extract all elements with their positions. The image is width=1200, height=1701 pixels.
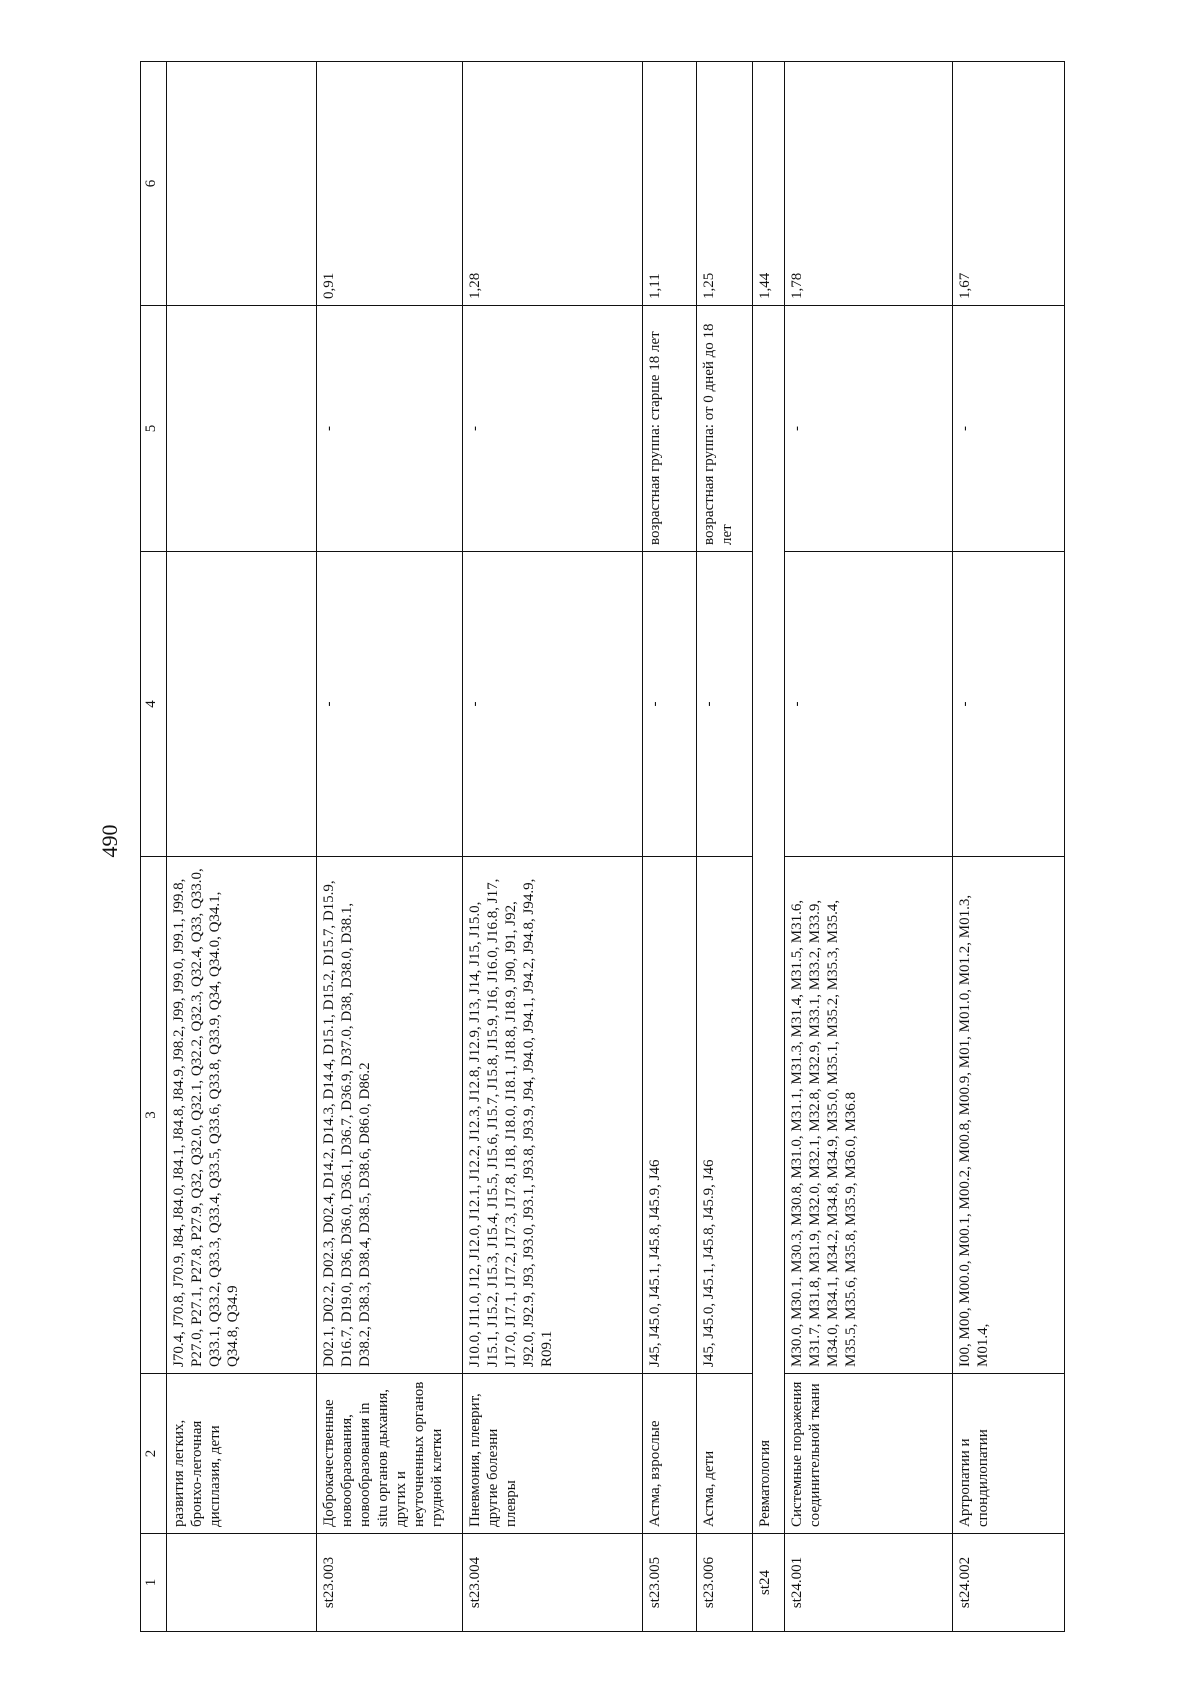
col4-cell: - bbox=[785, 552, 953, 857]
table-row bbox=[785, 62, 953, 1632]
rotated-table-container bbox=[140, 62, 1065, 1632]
icd-cell: I00, M00, M00.0, M00.1, M00.2, M00.8, M00.9, M01, M01.0, M01.2, M01.3, M01.4, bbox=[953, 857, 1065, 1374]
section-row bbox=[753, 62, 785, 1632]
coef-cell: 1,28 bbox=[463, 62, 643, 306]
header-cell-5: 5 bbox=[141, 306, 167, 552]
name-cell: Пневмония, плеврит, другие болезни плевры bbox=[463, 1374, 643, 1534]
coef-cell bbox=[167, 62, 317, 306]
col4-cell bbox=[167, 552, 317, 857]
col4-cell: - bbox=[463, 552, 643, 857]
code-cell: st23.005 bbox=[643, 1534, 697, 1632]
coef-cell: 1,25 bbox=[697, 62, 753, 306]
icd-cell: M30.0, M30.1, M30.3, M30.8, M31.0, M31.1, M31.3, M31.4, M31.5, M31.6, M31.7, M31.8, M31.9, M32.0, M32.1, M32.8, M32.9, M33.1, M33.2, M33.9, M34.0, M34.1, M34.2, M34.8, M34.9, M35.0, M35.1, M35.2, M35.3, M35.4, M35.5, M35.6, M35.8, M35.9, M36.0, M36.8 bbox=[785, 857, 953, 1374]
section-blank-cell bbox=[753, 857, 785, 1374]
tariff-table bbox=[140, 61, 1065, 1632]
col4-cell: - bbox=[697, 552, 753, 857]
col5-cell: - bbox=[785, 306, 953, 552]
table-row bbox=[697, 62, 753, 1632]
col4-cell: - bbox=[643, 552, 697, 857]
icd-cell: J70.4, J70.8, J70.9, J84, J84.0, J84.1, J84.8, J84.9, J98.2, J99, J99.0, J99.1, J99.8, P27.0, P27.1, P27.8, P27.9, Q32, Q32.0, Q32.1, Q32.2, Q32.3, Q32.4, Q33, Q33.0, Q33.1, Q33.2, Q33.3, Q33.4, Q33.5, Q33.6, Q33.8, Q33.9, Q34, Q34.0, Q34.1, Q34.8, Q34.9 bbox=[167, 857, 317, 1374]
code-cell: st24.002 bbox=[953, 1534, 1065, 1632]
coef-cell: 1,78 bbox=[785, 62, 953, 306]
col5-cell: - bbox=[953, 306, 1065, 552]
header-cell-6: 6 bbox=[141, 62, 167, 306]
code-cell: st23.003 bbox=[317, 1534, 463, 1632]
icd-cell: J45, J45.0, J45.1, J45.8, J45.9, J46 bbox=[697, 857, 753, 1374]
page-number: 490 bbox=[97, 824, 122, 858]
name-cell: развития легких, бронхо-легочная дисплазия, дети bbox=[167, 1374, 317, 1534]
icd-cell: J45, J45.0, J45.1, J45.8, J45.9, J46 bbox=[643, 857, 697, 1374]
name-cell: Артропатии и спондилопатии bbox=[953, 1374, 1065, 1534]
header-row bbox=[141, 62, 167, 1632]
name-cell: Астма, дети bbox=[697, 1374, 753, 1534]
section-code-cell: st24 bbox=[753, 1534, 785, 1632]
coef-cell: 0,91 bbox=[317, 62, 463, 306]
code-cell: st23.006 bbox=[697, 1534, 753, 1632]
code-cell: st24.001 bbox=[785, 1534, 953, 1632]
code-cell bbox=[167, 1534, 317, 1632]
icd-cell: J10.0, J11.0, J12, J12.0, J12.1, J12.2, J12.3, J12.8, J12.9, J13, J14, J15, J15.0, J15.1, J15.2, J15.3, J15.4, J15.5, J15.6, J15.7, J15.8, J15.9, J16, J16.0, J16.8, J17, J17.0, J17.1, J17.2, J17.3, J17.8, J18, J18.0, J18.1, J18.8, J18.9, J90, J91, J92, J92.0, J92.9, J93, J93.0, J93.1, J93.8, J93.9, J94, J94.0, J94.1, J94.2, J94.8, J94.9, R09.1 bbox=[463, 857, 643, 1374]
table-row bbox=[463, 62, 643, 1632]
coef-cell: 1,67 bbox=[953, 62, 1065, 306]
col4-cell: - bbox=[317, 552, 463, 857]
header-cell-4: 4 bbox=[141, 552, 167, 857]
col5-cell bbox=[167, 306, 317, 552]
col5-cell: возрастная группа: старше 18 лет bbox=[643, 306, 697, 552]
col4-cell: - bbox=[953, 552, 1065, 857]
icd-cell: D02.1, D02.2, D02.3, D02.4, D14.2, D14.3, D14.4, D15.1, D15.2, D15.7, D15.9, D16.7, D19.0, D36, D36.0, D36.1, D36.7, D36.9, D37.0, D38, D38.0, D38.1, D38.2, D38.3, D38.4, D38.5, D38.6, D86.0, D86.2 bbox=[317, 857, 463, 1374]
code-cell: st23.004 bbox=[463, 1534, 643, 1632]
name-cell: Астма, взрослые bbox=[643, 1374, 697, 1534]
table-row bbox=[953, 62, 1065, 1632]
section-blank-cell bbox=[753, 306, 785, 552]
coef-cell: 1,44 bbox=[753, 62, 785, 306]
name-cell: Доброкачественные новообразования, новообразования in situ органов дыхания, других и неуточненных органов грудной клетки bbox=[317, 1374, 463, 1534]
table-row bbox=[317, 62, 463, 1632]
name-cell: Системные поражения соединительной ткани bbox=[785, 1374, 953, 1534]
header-cell-3: 3 bbox=[141, 857, 167, 1374]
col5-cell: возрастная группа: от 0 дней до 18 лет bbox=[697, 306, 753, 552]
table-row bbox=[167, 62, 317, 1632]
col5-cell: - bbox=[463, 306, 643, 552]
header-cell-1: 1 bbox=[141, 1534, 167, 1632]
col5-cell: - bbox=[317, 306, 463, 552]
table-row bbox=[643, 62, 697, 1632]
section-title-cell: Ревматология bbox=[753, 1374, 785, 1534]
section-blank-cell bbox=[753, 552, 785, 857]
header-cell-2: 2 bbox=[141, 1374, 167, 1534]
coef-cell: 1,11 bbox=[643, 62, 697, 306]
